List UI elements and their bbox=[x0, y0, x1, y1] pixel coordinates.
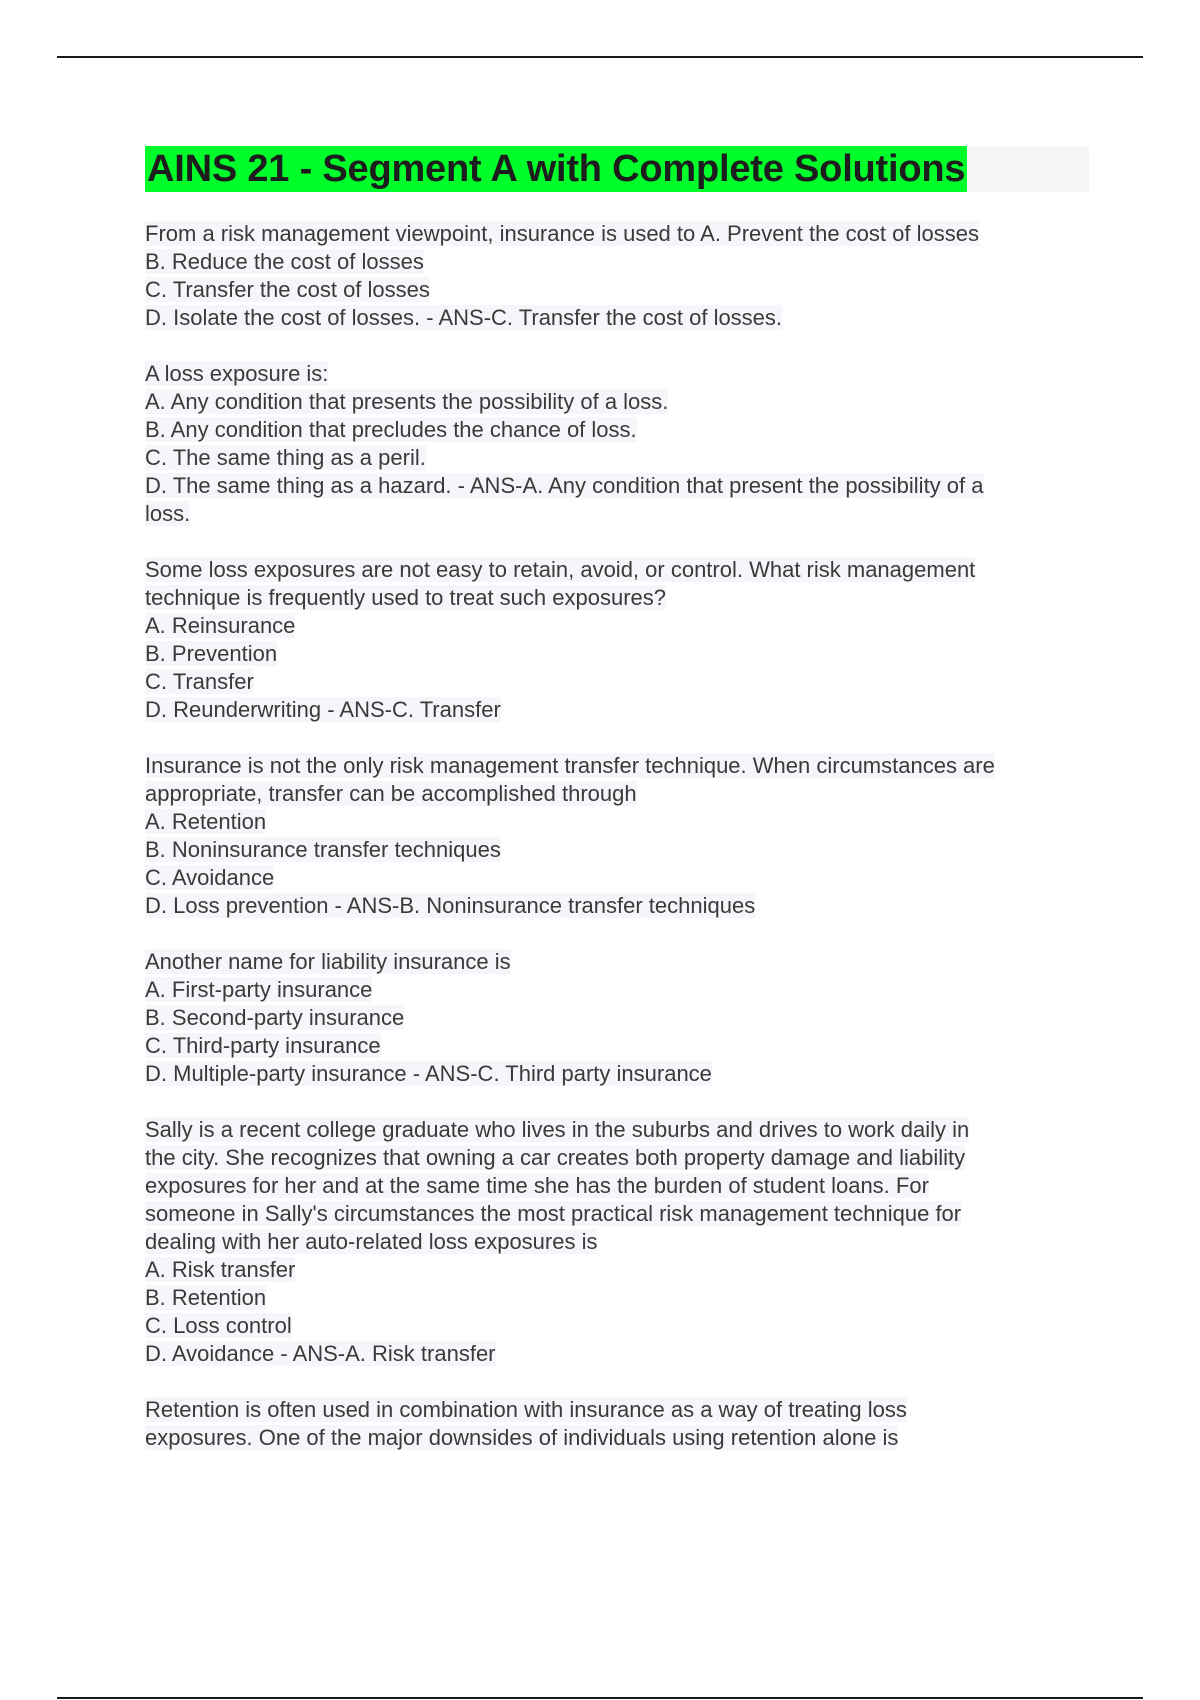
text-line: B. Reduce the cost of losses bbox=[145, 249, 424, 274]
text-line: B. Second-party insurance bbox=[145, 1005, 405, 1030]
text-line: C. The same thing as a peril. bbox=[145, 445, 426, 470]
text-line: C. Third-party insurance bbox=[145, 1033, 381, 1058]
text-line: the city. She recognizes that owning a car creates both property damage and liability bbox=[145, 1145, 966, 1170]
text-line: C. Transfer bbox=[145, 669, 254, 694]
text-line: B. Retention bbox=[145, 1285, 267, 1310]
text-line: C. Loss control bbox=[145, 1313, 292, 1338]
text-line: exposures. One of the major downsides of individuals using retention alone is bbox=[145, 1425, 899, 1450]
bottom-rule bbox=[57, 1697, 1143, 1699]
answer-line: D. The same thing as a hazard. - ANS-A. Any condition that present the possibility of a bbox=[145, 473, 984, 498]
text-line: A. Risk transfer bbox=[145, 1257, 296, 1282]
text-line: Insurance is not the only risk management transfer technique. When circumstances are bbox=[145, 753, 995, 778]
text-line: Sally is a recent college graduate who lives in the suburbs and drives to work daily in bbox=[145, 1117, 970, 1142]
text-line: A loss exposure is: bbox=[145, 361, 329, 386]
answer-line: D. Multiple-party insurance - ANS-C. Third party insurance bbox=[145, 1061, 712, 1086]
question-block bbox=[145, 1116, 1095, 1368]
answer-line: D. Avoidance - ANS-A. Risk transfer bbox=[145, 1341, 496, 1366]
answer-line: D. Reunderwriting - ANS-C. Transfer bbox=[145, 697, 501, 722]
text-line: dealing with her auto-related loss exposures is bbox=[145, 1229, 598, 1254]
text-line: Some loss exposures are not easy to retain, avoid, or control. What risk management bbox=[145, 557, 976, 582]
text-line: someone in Sally's circumstances the most practical risk management technique for bbox=[145, 1201, 962, 1226]
text-line: A. First-party insurance bbox=[145, 977, 373, 1002]
text-line: A. Any condition that presents the possibility of a loss. bbox=[145, 389, 669, 414]
text-line: Retention is often used in combination with insurance as a way of treating loss bbox=[145, 1397, 907, 1422]
document-title: AINS 21 - Segment A with Complete Solutions bbox=[147, 148, 966, 190]
text-line: C. Avoidance bbox=[145, 865, 275, 890]
text-line: B. Prevention bbox=[145, 641, 278, 666]
text-line: B. Noninsurance transfer techniques bbox=[145, 837, 501, 862]
question-block bbox=[145, 360, 1095, 528]
document-body bbox=[145, 220, 1095, 1480]
top-rule bbox=[57, 56, 1143, 58]
question-block bbox=[145, 220, 1095, 332]
answer-line: loss. bbox=[145, 501, 191, 526]
question-block bbox=[145, 1396, 1095, 1452]
text-line: appropriate, transfer can be accomplished through bbox=[145, 781, 637, 806]
answer-line: D. Loss prevention - ANS-B. Noninsurance transfer techniques bbox=[145, 893, 756, 918]
text-line: C. Transfer the cost of losses bbox=[145, 277, 430, 302]
answer-line: D. Isolate the cost of losses. - ANS-C. Transfer the cost of losses. bbox=[145, 305, 783, 330]
question-block bbox=[145, 556, 1095, 724]
text-line: A. Reinsurance bbox=[145, 613, 296, 638]
text-line: A. Retention bbox=[145, 809, 267, 834]
text-line: B. Any condition that precludes the chance of loss. bbox=[145, 417, 637, 442]
text-line: From a risk management viewpoint, insurance is used to A. Prevent the cost of losses bbox=[145, 221, 979, 246]
text-line: technique is frequently used to treat such exposures? bbox=[145, 585, 666, 610]
question-block bbox=[145, 948, 1095, 1088]
text-line: exposures for her and at the same time she has the burden of student loans. For bbox=[145, 1173, 929, 1198]
text-line: Another name for liability insurance is bbox=[145, 949, 511, 974]
question-block bbox=[145, 752, 1095, 920]
